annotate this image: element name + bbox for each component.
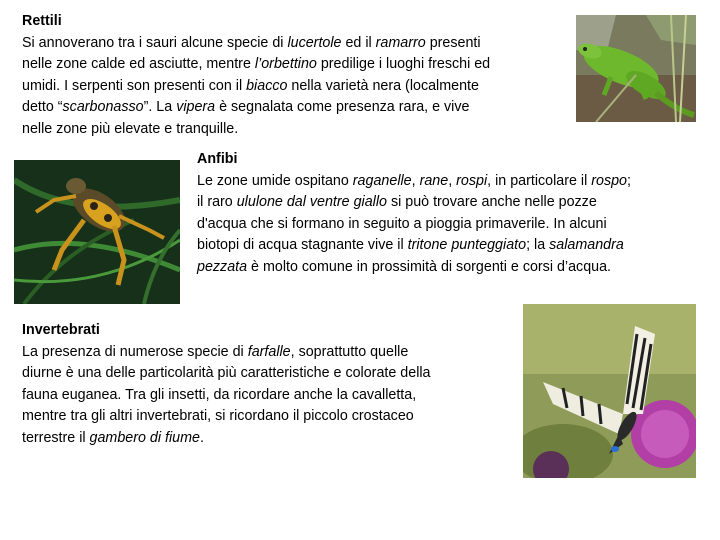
- text-line: Si annoverano tra i sauri alcune specie di lucertole ed il ramarro presenti: [22, 34, 481, 51]
- text-line: Le zone umide ospitano raganelle, rane, rospi, in particolare il rospo;: [197, 172, 631, 189]
- italic-term: ramarro: [375, 34, 426, 51]
- italic-term: pezzata: [197, 258, 248, 275]
- invertebrati-section: [22, 320, 431, 450]
- italic-term: scarbonasso: [62, 99, 144, 116]
- italic-term: biacco: [246, 77, 288, 94]
- text-line: terrestre il gambero di fiume.: [22, 429, 204, 446]
- rettili-heading: Rettili: [22, 13, 62, 29]
- text-line: nelle zone calde ed asciutte, mentre l’orbettino predilige i luoghi freschi ed: [22, 56, 491, 73]
- text-line: umidi. I serpenti son presenti con il biacco nella varietà nera (localmente: [22, 77, 479, 94]
- text-line: detto “scarbonasso”. La vipera è segnalata come presenza rara, e vive: [22, 99, 470, 116]
- italic-term: lucertole: [287, 34, 342, 51]
- butterfly-photo: [523, 304, 696, 478]
- anfibi-section: [197, 149, 631, 279]
- text-line: diurne è una delle particolarità più caratteristiche e colorate della: [22, 365, 431, 382]
- italic-term: rospo: [591, 172, 628, 189]
- text-line: pezzata è molto comune in prossimità di sorgenti e corsi d’acqua.: [197, 258, 612, 275]
- rettili-section: [22, 11, 490, 141]
- lizard-photo: [576, 15, 696, 122]
- italic-term: rospi: [456, 172, 488, 189]
- invertebrati-heading: Invertebrati: [22, 322, 100, 338]
- italic-term: farfalle: [247, 343, 291, 360]
- rettili-body: [22, 33, 490, 141]
- italic-term: rane: [419, 172, 449, 189]
- text-line: nelle zone più elevate e tranquille.: [22, 120, 239, 137]
- text-line: il raro ululone dal ventre giallo si può trovare anche nelle pozze: [197, 194, 597, 211]
- italic-term: tritone punteggiato: [407, 237, 527, 254]
- text-line: La presenza di numerose specie di farfalle, soprattutto quelle: [22, 343, 409, 360]
- italic-term: gambero di fiume: [89, 429, 200, 446]
- italic-term: l’orbettino: [254, 56, 317, 73]
- italic-term: raganelle: [352, 172, 412, 189]
- anfibi-heading: Anfibi: [197, 151, 238, 167]
- text-line: biotopi di acqua stagnante vive il tritone punteggiato; la salamandra: [197, 237, 624, 254]
- toad-photo: [14, 160, 180, 304]
- italic-term: ululone dal ventre giallo: [236, 194, 387, 211]
- text-line: mentre tra gli altri invertebrati, si ricordano il piccolo crostaceo: [22, 408, 414, 425]
- italic-term: salamandra: [549, 237, 624, 254]
- text-line: fauna euganea. Tra gli insetti, da ricordare anche la cavalletta,: [22, 386, 417, 403]
- text-line: d'acqua che si formano in seguito a pioggia primaverile. In alcuni: [197, 215, 607, 232]
- italic-term: vipera: [176, 99, 216, 116]
- anfibi-body: [197, 171, 631, 279]
- invertebrati-body: [22, 342, 431, 450]
